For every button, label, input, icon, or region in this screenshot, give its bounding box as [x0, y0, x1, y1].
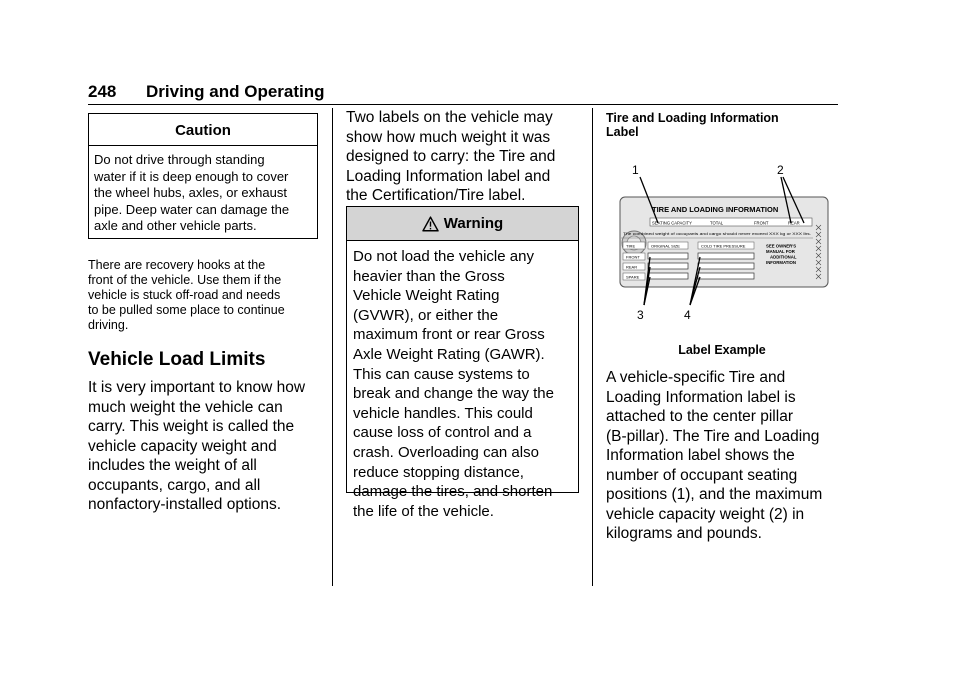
figure-title-line: Label — [606, 125, 639, 139]
warning-line: damage the tires, and shorten — [353, 483, 553, 501]
caution-line: pipe. Deep water can damage the — [94, 201, 290, 217]
warning-line: Axle Weight Rating (GAWR). — [353, 345, 545, 363]
cold-pressure-column-header: COLD TIRE PRESSURE — [701, 243, 746, 249]
warning-line: maximum front or rear Gross — [353, 326, 545, 344]
paragraph-line: to be pulled some place to continue — [88, 303, 285, 317]
paragraph-line: much weight the vehicle can — [88, 398, 283, 416]
page-number: 248 — [88, 82, 117, 101]
page-header — [88, 82, 325, 102]
warning-box — [346, 206, 579, 520]
paragraph-line: front of the vehicle. Use them if the — [88, 273, 282, 287]
paragraph-line: occupants, cargo, and all — [88, 476, 261, 494]
paragraph-line: Loading Information label and — [346, 167, 551, 185]
paragraph-line: vehicle capacity weight and — [88, 437, 277, 455]
paragraph-line: Two labels on the vehicle may — [346, 109, 553, 126]
paragraph-line: (B-pillar). The Tire and Loading — [606, 427, 820, 445]
paragraph-line: carry. This weight is called the — [88, 418, 295, 435]
original-size-column-header: ORIGINAL SIZE — [651, 243, 680, 249]
figure-title-line: Tire and Loading Information — [606, 111, 779, 125]
tire-label-illustration — [606, 155, 838, 330]
caution-line: the wheel hubs, axles, or exhaust — [94, 185, 287, 200]
warning-line: heavier than the Gross — [353, 267, 505, 285]
load-limits-paragraph — [88, 378, 328, 515]
column-divider-right — [592, 108, 593, 586]
warning-line: crash. Overloading can also — [353, 443, 539, 461]
warning-line: reduce stopping distance, — [353, 463, 524, 481]
label-heading: TIRE AND LOADING INFORMATION — [652, 205, 779, 214]
warning-line: Do not load the vehicle any — [353, 248, 534, 265]
callout-1: 1 — [632, 163, 639, 177]
warning-title: Warning — [443, 215, 504, 232]
paragraph-line: nonfactory-installed options. — [88, 496, 282, 513]
paragraph-line: attached to the center pillar — [606, 408, 793, 425]
section-heading: Vehicle Load Limits — [88, 349, 266, 370]
seating-front-label: FRONT — [754, 220, 769, 226]
tire-row-front: FRONT — [626, 254, 640, 260]
column-divider-left — [332, 108, 333, 586]
warning-line: This can cause systems to — [353, 365, 530, 383]
warning-text — [347, 241, 578, 521]
seating-total-label: TOTAL — [710, 220, 724, 226]
paragraph-line: the Certification/Tire label. — [346, 187, 526, 204]
callout-2: 2 — [777, 163, 784, 177]
warning-line: the life of the vehicle. — [353, 502, 494, 520]
owners-manual-note-line: INFORMATION — [766, 260, 796, 265]
paragraph-line: vehicle capacity weight (2) in — [606, 505, 805, 523]
figure-title — [606, 111, 836, 139]
caution-line: axle and other vehicle parts. — [94, 218, 257, 233]
callout-4: 4 — [684, 308, 691, 322]
combined-weight-note: The combined weight of occupants and cargo should never exceed XXX kg or XXX lbs. — [623, 232, 811, 236]
warning-line: Vehicle Weight Rating — [353, 287, 500, 305]
warning-line: vehicle handles. This could — [353, 404, 533, 422]
paragraph-line: includes the weight of all — [88, 457, 257, 474]
paragraph-line: A vehicle-specific Tire and — [606, 369, 786, 386]
seating-capacity-label: SEATING CAPACITY — [652, 220, 692, 226]
paragraph-line: It is very important to know how — [88, 379, 306, 396]
callout-3: 3 — [637, 308, 644, 322]
paragraph-line: Information label shows the — [606, 447, 795, 464]
tire-row-rear: REAR — [626, 264, 638, 270]
tire-column-header: TIRE — [626, 243, 636, 249]
paragraph-line: positions (1), and the maximum — [606, 486, 823, 503]
warning-line: break and change the way the — [353, 385, 554, 403]
header-rule — [88, 104, 838, 105]
caution-title: Caution — [89, 114, 317, 146]
owners-manual-note-line: SEE OWNER'S — [766, 243, 797, 249]
caution-line: Do not drive through standing — [94, 152, 265, 167]
owners-manual-note-line: MANUAL FOR — [766, 249, 795, 254]
paragraph-line: There are recovery hooks at the — [88, 258, 266, 272]
tire-row-spare: SPARE — [626, 274, 640, 280]
warning-line: cause loss of control and a — [353, 424, 532, 442]
paragraph-line: vehicle is stuck off-road and needs — [88, 288, 281, 302]
caution-line: water if it is deep enough to cover — [94, 168, 289, 184]
label-description-paragraph — [606, 368, 841, 544]
seating-rear-label: REAR — [788, 220, 800, 226]
paragraph-line: kilograms and pounds. — [606, 525, 762, 542]
paragraph-line: Loading Information label is — [606, 388, 796, 406]
warning-triangle-icon — [422, 216, 439, 232]
warning-header — [347, 207, 578, 241]
paragraph-line: number of occupant seating — [606, 466, 798, 484]
caution-text — [89, 146, 317, 235]
owners-manual-note-line: ADDITIONAL — [770, 254, 797, 260]
two-labels-paragraph — [346, 108, 586, 206]
page-section-title: Driving and Operating — [146, 82, 325, 101]
warning-line: (GVWR), or either the — [353, 306, 499, 324]
caution-box — [88, 113, 318, 239]
figure-caption: Label Example — [678, 343, 766, 357]
paragraph-line: driving. — [88, 318, 129, 332]
paragraph-line: show how much weight it was — [346, 128, 551, 146]
paragraph-line: designed to carry: the Tire and — [346, 148, 556, 165]
recovery-hooks-paragraph — [88, 258, 323, 333]
